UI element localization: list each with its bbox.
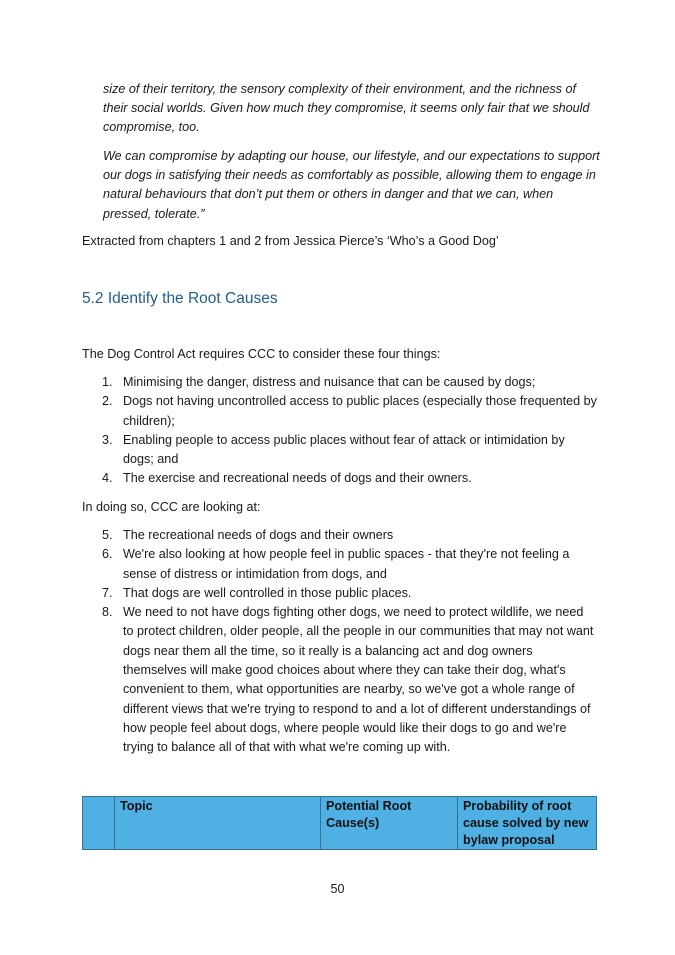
root-cause-table	[82, 796, 597, 850]
table-header-row	[83, 797, 597, 850]
list-item: 6. We're also looking at how people feel in public spaces - that they're not feeling a sense of distress or intimidation from dogs, and	[102, 547, 570, 581]
quote-source: Extracted from chapters 1 and 2 from Jessica Pierce’s ‘Who’s a Good Dog’	[82, 234, 499, 248]
requirements-list	[82, 373, 597, 489]
list-item: 8. We need to not have dogs fighting other dogs, we need to protect wildlife, we need to protect children, older people, all the people in our communities that may not want dogs near them all the time, so it really is a balancing act and dog owners themselves will make good choices about where they can take their dog, what's convenient to them, what opportunities are nearby, so we've got a whole range of different views that we're trying to respond to and a lot of different understandings of how people feel about dogs, where people would like their dogs to go and we're trying to balance all of that with what we're coming up with.	[102, 605, 594, 755]
list-item: 4. The exercise and recreational needs of dogs and their owners.	[102, 471, 472, 486]
list-item: 1. Minimising the danger, distress and nuisance that can be caused by dogs;	[102, 375, 536, 389]
considerations-list	[82, 526, 597, 758]
list-item: 2. Dogs not having uncontrolled access to public places (especially those frequented by children);	[102, 394, 597, 428]
page-number: 50	[330, 882, 345, 896]
table-header-topic: Topic	[115, 797, 321, 850]
quote-paragraph-2: We can compromise by adapting our house, our lifestyle, and our expectations to support our dogs in satisfying their needs as comfortably as possible, allowing them to engage in natural behaviours that don’t put them or others in danger and that we can, when pressed, tolerate.”	[103, 149, 600, 221]
list-intro-1: The Dog Control Act requires CCC to consider these four things:	[82, 347, 441, 361]
list-item: 5. The recreational needs of dogs and their owners	[102, 528, 394, 542]
section-heading: 5.2 Identify the Root Causes	[82, 290, 278, 307]
list-intro-2: In doing so, CCC are looking at:	[82, 500, 261, 514]
table-header-probability: Probability of root cause solved by new bylaw proposal	[458, 797, 597, 850]
quote-paragraph-1: size of their territory, the sensory complexity of their environment, and the richness of their social worlds. Given how much they compromise, it seems only fair that we should compromise, too.	[103, 82, 590, 135]
table-header-root-cause: Potential Root Cause(s)	[321, 797, 458, 850]
list-item: 7. That dogs are well controlled in those public places.	[102, 585, 412, 600]
table-header-blank	[83, 797, 115, 850]
list-item: 3. Enabling people to access public places without fear of attack or intimidation by dogs; and	[102, 432, 565, 467]
